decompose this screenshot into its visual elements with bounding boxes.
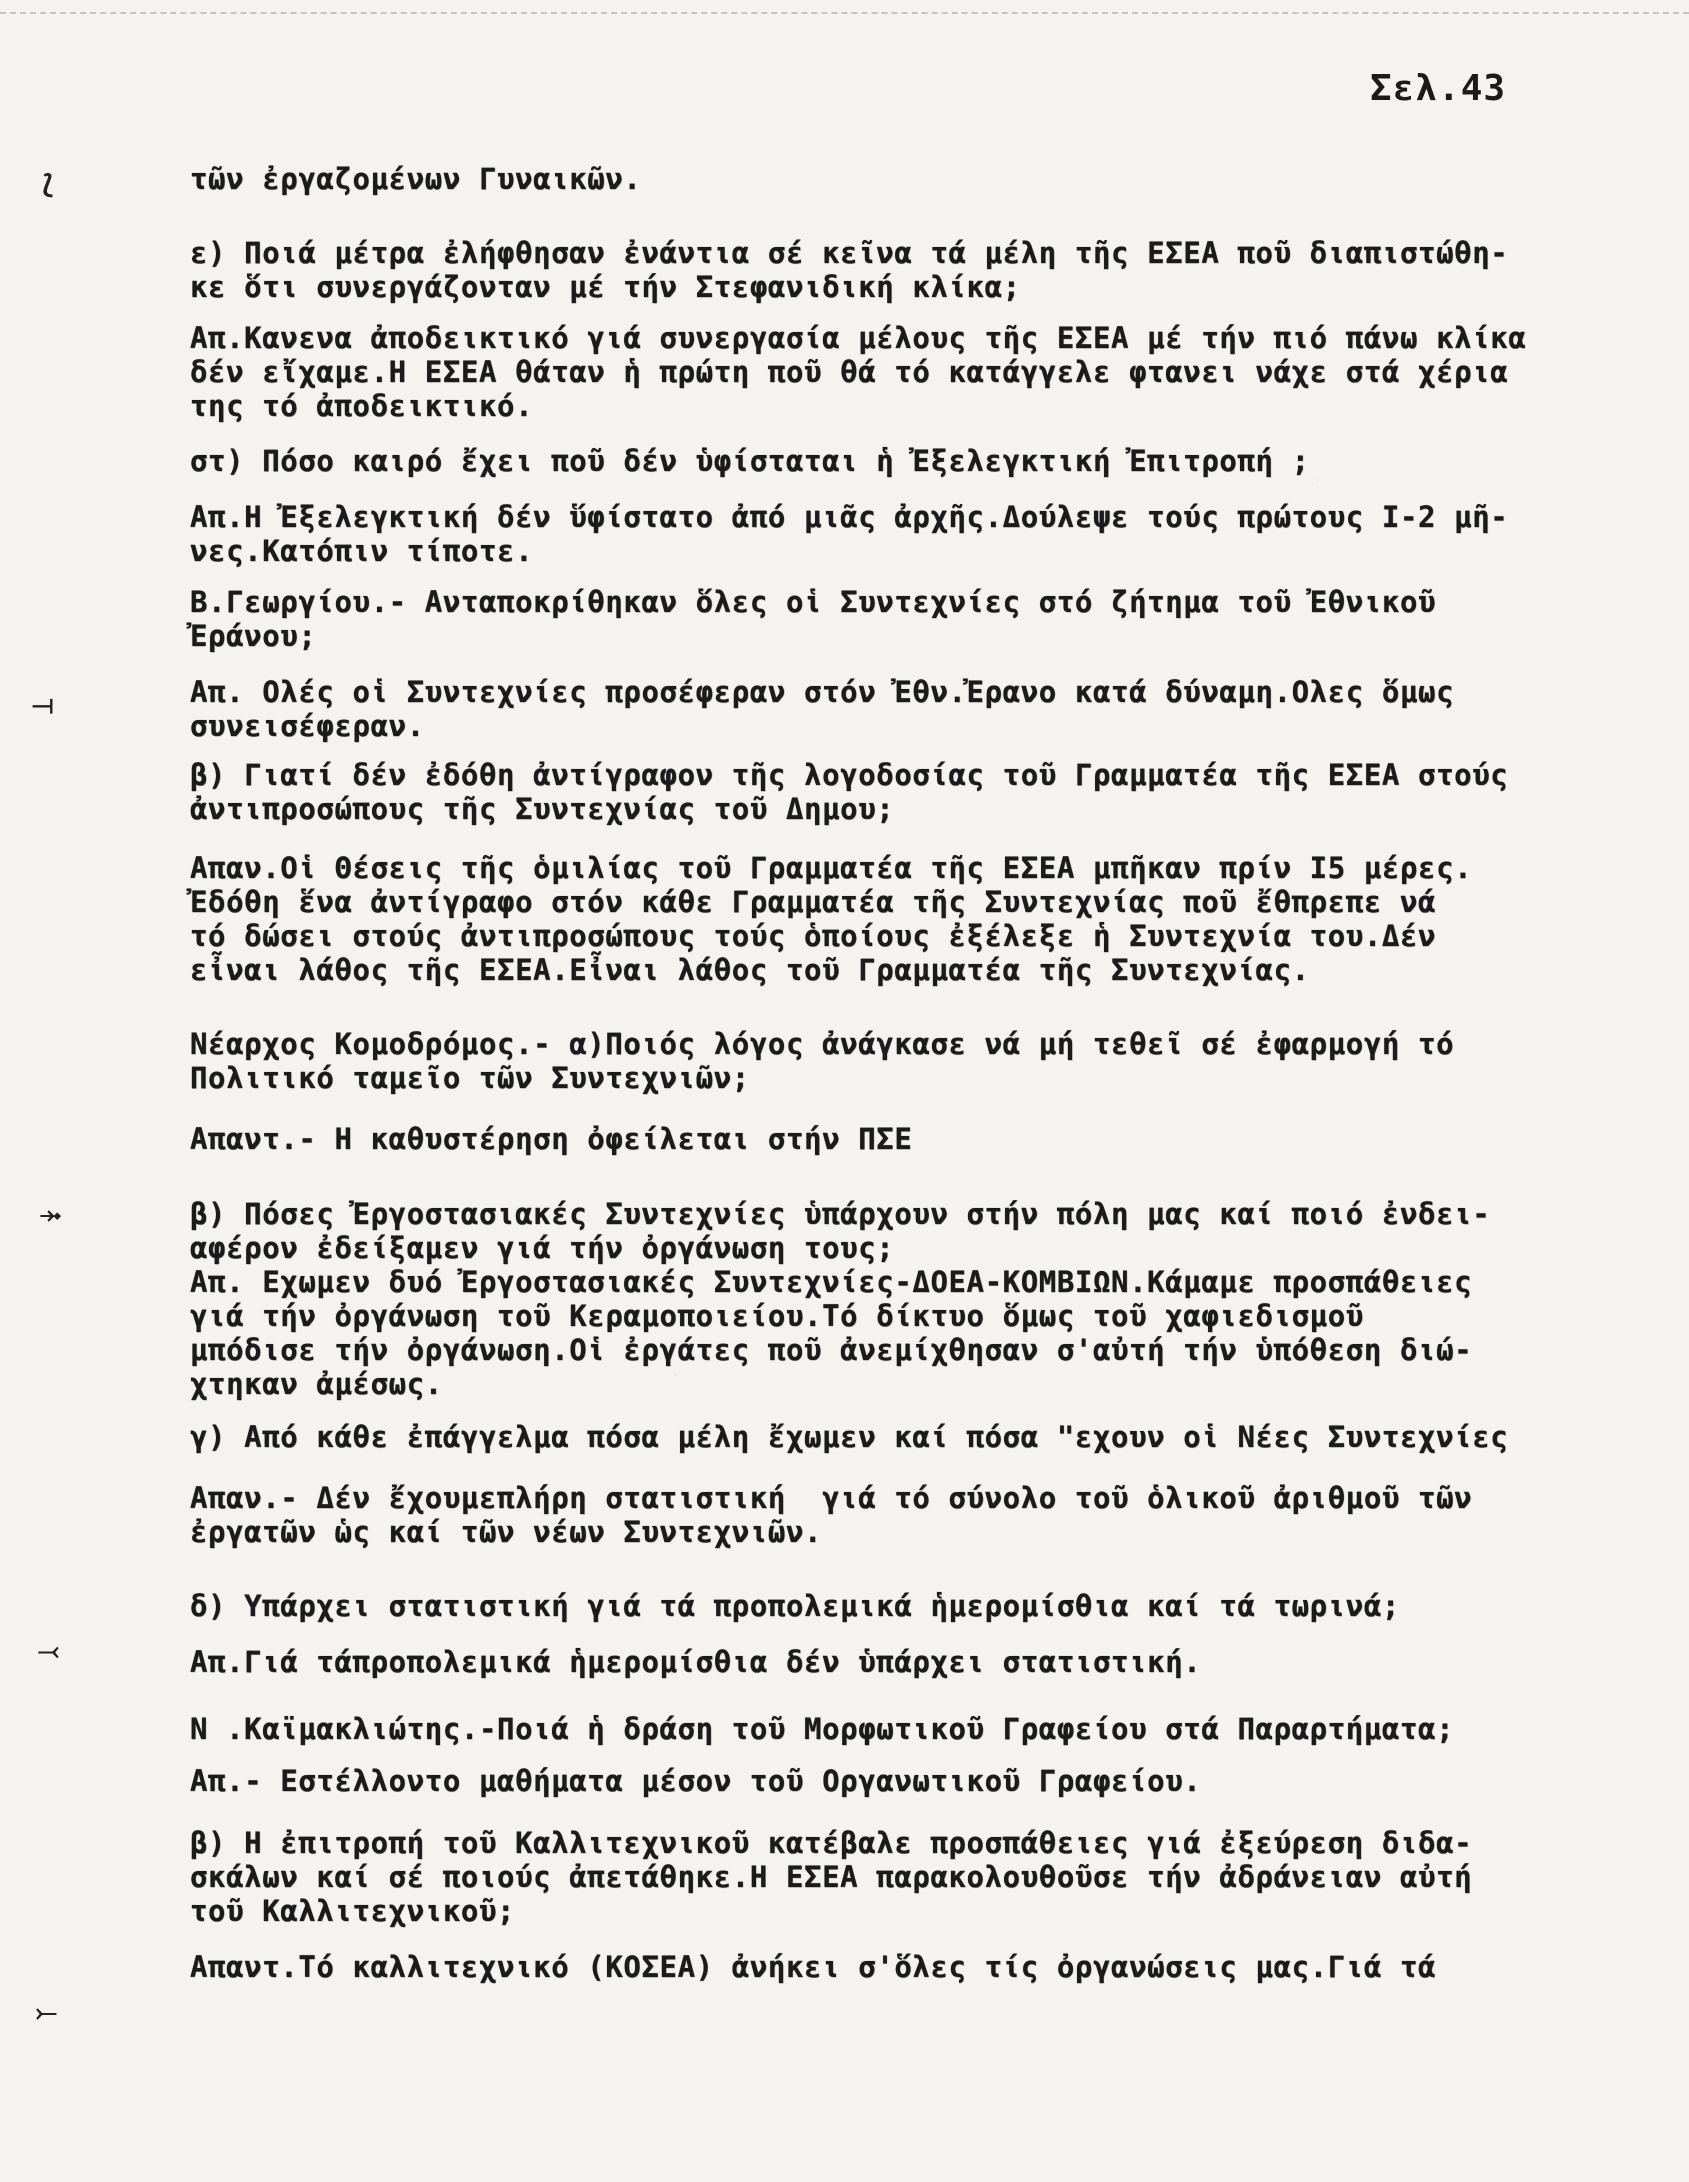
text-line: νες.Κατόπιν τίποτε.: [190, 534, 534, 568]
text-line: ἀντιπροσώπους τῆς Συντεχνίας τοῦ Δημου;: [190, 792, 895, 826]
text-line: Απ. Ολές οἱ Συντεχνίες προσέφεραν στόν Ἐθν.Ἐρανο κατά δύναμη.Ολες ὅμως: [190, 675, 1455, 709]
text-line: Απαντ.- Η καθυστέρηση ὀφείλεται στήν ΠΣΕ: [190, 1122, 913, 1156]
text-line: της τό ἀποδεικτικό.: [190, 389, 534, 423]
text-line: κε ὅτι συνεργάζονταν μέ τήν Στεφανιδική κλίκα;: [190, 270, 1021, 304]
text-line: Απ.Η Ἐξελεγκτική δέν ὕφίστατο ἀπό μιᾶς ἀρχῆς.Δούλεψε τούς πρώτους Ι-2 μῆ-: [190, 500, 1509, 534]
text-line: δ) Υπάρχει στατιστική γιά τά προπολεμικά ἡμερομίσθια καί τά τωρινά;: [190, 1589, 1400, 1623]
text-line: τῶν ἐργαζομένων Γυναικῶν.: [190, 162, 642, 196]
text-line: στ) Πόσο καιρό ἔχει ποῦ δέν ὑφίσταται ἡ Ἐξελεγκτική Ἐπιτροπή ;: [190, 444, 1310, 478]
top-divider: [0, 12, 1689, 14]
text-line: Ἐδόθη ἕνα ἀντίγραφο στόν κάθε Γραμματέα τῆς Συντεχνίας ποῦ ἔθπρεπε νά: [190, 885, 1437, 919]
text-line: Απαντ.Τό καλλιτεχνικό (ΚΟΣΕΑ) ἀνήκει σ'ὅλες τίς ὀργανώσεις μας.Γιά τά: [190, 1950, 1437, 1984]
text-line: Απ. Εχωμεν δυό Ἐργοστασιακές Συντεχνίες-ΔΟΕΑ-ΚΟΜΒΙΩΝ.Κάμαμε προσπάθειες: [190, 1265, 1473, 1299]
text-line: Β.Γεωργίου.- Ανταποκρίθηκαν ὅλες οἱ Συντεχνίες στό ζήτημα τοῦ Ἐθνικοῦ: [190, 585, 1437, 619]
margin-mark: ⤙: [38, 1636, 59, 1666]
margin-mark: ⟞: [32, 690, 54, 720]
text-line: Απαν.Οἱ Θέσεις τῆς ὁμιλίας τοῦ Γραμματέα τῆς ΕΣΕΑ μπῆκαν πρίν Ι5 μέρες.: [190, 851, 1473, 885]
page-number: Σελ.43: [1370, 68, 1507, 109]
text-line: Απ.Κανενα ἀποδεικτικό γιά συνεργασία μέλους τῆς ΕΣΕΑ μέ τήν πιό πάνω κλίκα: [190, 321, 1527, 355]
text-line: μπόδισε τήν ὀργάνωση.Οἱ ἐργάτες ποῦ ἀνεμίχθησαν σ'αὐτή τήν ὑπόθεση διώ-: [190, 1333, 1473, 1367]
text-line: Απ.- Εστέλλοντο μαθήματα μέσον τοῦ Οργανωτικοῦ Γραφείου.: [190, 1764, 1202, 1798]
text-line: β) Γιατί δέν ἐδόθη ἀντίγραφον τῆς λογοδοσίας τοῦ Γραμματέα τῆς ΕΣΕΑ στούς: [190, 758, 1509, 792]
text-line: ἐργατῶν ὡς καί τῶν νέων Συντεχνιῶν.: [190, 1515, 823, 1549]
text-line: χτηκαν ἀμέσως.: [190, 1367, 443, 1401]
margin-mark: ⤚: [36, 1998, 57, 2028]
text-line: γιά τήν ὀργάνωση τοῦ Κεραμοποιείου.Τό δίκτυο ὅμως τοῦ χαφιεδισμοῦ: [190, 1299, 1364, 1333]
text-line: Πολιτικό ταμεῖο τῶν Συντεχνιῶν;: [190, 1061, 750, 1095]
text-line: ε) Ποιά μέτρα ἐλήφθησαν ἐνάντια σέ κεῖνα τά μέλη τῆς ΕΣΕΑ ποῦ διαπιστώθη-: [190, 236, 1509, 270]
text-line: γ) Από κάθε ἐπάγγελμα πόσα μέλη ἔχωμεν καί πόσα "εχουν οἱ Νέες Συντεχνίες: [190, 1420, 1509, 1454]
text-line: Νέαρχος Κομοδρόμος.- α)Ποιός λόγος ἀνάγκασε νά μή τεθεῖ σέ ἐφαρμογή τό: [190, 1027, 1455, 1061]
text-line: Ἐράνου;: [190, 619, 317, 653]
text-line: β) Η ἐπιτροπή τοῦ Καλλιτεχνικοῦ κατέβαλε προσπάθειες γιά ἐξεύρεση διδα-: [190, 1826, 1473, 1860]
text-line: τό δώσει στούς ἀντιπροσώπους τούς ὁποίους ἐξέλεξε ἡ Συντεχνία του.Δέν: [190, 919, 1437, 953]
text-line: Ν .Καϊμακλιώτης.-Ποιά ἡ δράση τοῦ Μορφωτικοῦ Γραφείου στά Παραρτήματα;: [190, 1712, 1455, 1746]
text-line: αφέρον ἐδείξαμεν γιά τήν ὀργάνωση τους;: [190, 1231, 895, 1265]
margin-mark: ⤞: [40, 1200, 61, 1230]
margin-mark: ⟅: [40, 170, 56, 200]
text-line: τοῦ Καλλιτεχνικοῦ;: [190, 1894, 516, 1928]
text-line: Απ.Γιά τάπροπολεμικά ἡμερομίσθια δέν ὑπάρχει στατιστική.: [190, 1645, 1202, 1679]
text-line: σκάλων καί σέ ποιούς ἀπετάθηκε.Η ΕΣΕΑ παρακολουθοῦσε τήν ἀδράνειαν αὐτή: [190, 1860, 1473, 1894]
text-line: Απαν.- Δέν ἔχουμεπλήρη στατιστική γιά τό σύνολο τοῦ ὁλικοῦ ἀριθμοῦ τῶν: [190, 1481, 1473, 1515]
text-line: συνεισέφεραν.: [190, 709, 425, 743]
text-line: β) Πόσες Ἐργοστασιακές Συντεχνίες ὑπάρχουν στήν πόλη μας καί ποιό ἐνδει-: [190, 1197, 1491, 1231]
text-line: δέν εἴχαμε.Η ΕΣΕΑ θάταν ἡ πρώτη ποῦ θά τό κατάγγελε φτανει νάχε στά χέρια: [190, 355, 1509, 389]
text-line: εἶναι λάθος τῆς ΕΣΕΑ.Εἶναι λάθος τοῦ Γραμματέα τῆς Συντεχνίας.: [190, 953, 1310, 987]
